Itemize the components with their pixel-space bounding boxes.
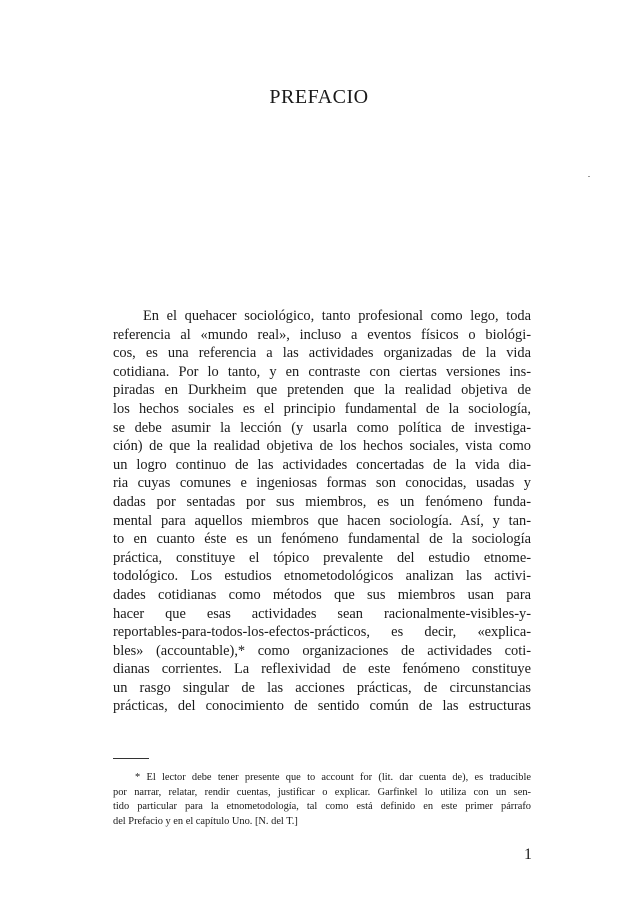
footnote-divider (113, 758, 149, 759)
body-line: un rasgo singular de las acciones prácticas, de circunstancias (113, 679, 531, 696)
footnote-line: por narrar, relatar, rendir cuentas, justificar o explicar. Garfinkel lo utiliza con un sen- (113, 786, 531, 798)
body-line: prácticas, del conocimiento de sentido común de las estructuras (113, 698, 531, 715)
body-line: ria cuyas comunes e ingeniosas formas son conocidas, usadas y (113, 475, 531, 492)
footnote-line: del Prefacio y en el capítulo Uno. [N. del T.] (113, 815, 298, 827)
body-line: cotidiana. Por lo tanto, y en contraste con ciertas versiones ins- (113, 363, 531, 380)
body-line: dadas por sentadas por sus miembros, es un fenómeno funda- (113, 493, 531, 510)
body-line: cos, es una referencia a las actividades organizadas de la vida (113, 345, 531, 362)
body-line: reportables-para-todos-los-efectos-prácticos, es decir, «explica- (113, 624, 531, 641)
body-line: referencia al «mundo real», incluso a eventos físicos o biológi- (113, 326, 531, 343)
body-line: En el quehacer sociológico, tanto profesional como lego, toda (143, 308, 531, 324)
body-line: bles» (accountable),* como organizaciones de actividades coti- (113, 642, 531, 659)
body-line: piradas en Durkheim que pretenden que la realidad objetiva de (113, 382, 531, 399)
body-line: ción) de que la realidad objetiva de los hechos sociales, vista como (113, 438, 531, 455)
body-line: hacer que esas actividades sean racionalmente-visibles-y- (113, 605, 531, 622)
footnote (113, 771, 531, 829)
page-title: PREFACIO (269, 86, 369, 108)
main-paragraph (113, 307, 531, 716)
body-line: todológico. Los estudios etnometodológicos analizan las activi- (113, 568, 531, 585)
body-line: dades cotidianas como métodos que sus miembros usan para (113, 586, 531, 603)
body-line: un logro continuo de las actividades concertadas de la vida dia- (113, 456, 531, 473)
body-line: se debe asumir la lección (y usarla como política de investiga- (113, 419, 531, 436)
body-line: mental para aquellos miembros que hacen sociología. Así, y tan- (113, 512, 531, 529)
speck-mark (588, 176, 590, 177)
body-line: to en cuanto éste es un fenómeno fundamental de la sociología (113, 531, 531, 548)
footnote-line: tido particular para la etnometodología, tal como está definido en este primer párrafo (113, 801, 531, 812)
body-line: los hechos sociales es el principio fundamental de la sociología, (113, 400, 531, 417)
body-line: dianas corrientes. La reflexividad de este fenómeno constituye (113, 661, 531, 678)
footnote-line: * El lector debe tener presente que to account for (lit. dar cuenta de), es traducible (135, 772, 531, 783)
page-number: 1 (524, 846, 532, 863)
body-line: práctica, constituye el tópico prevalente del estudio etnome- (113, 549, 531, 566)
